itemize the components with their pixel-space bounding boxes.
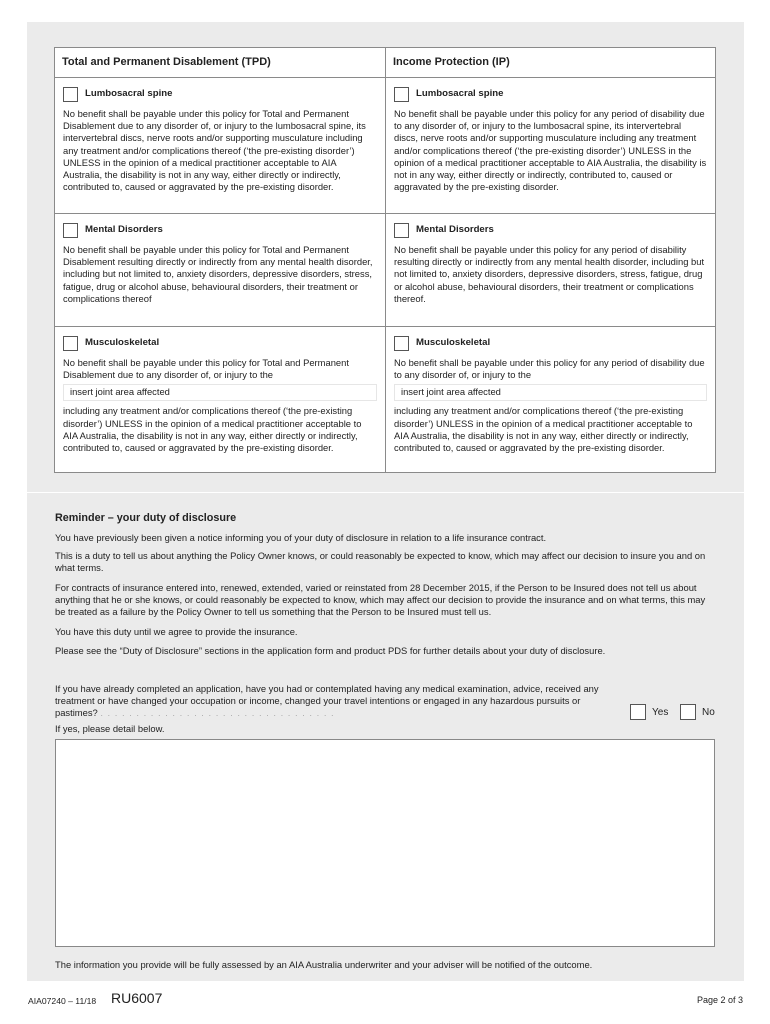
tpd-lumbosacral-checkbox[interactable] — [63, 87, 78, 102]
exclusion-text: No benefit shall be payable under this policy for any period of disability due to any disorder of, or injury to the — [394, 357, 705, 381]
checkbox-label: Musculoskeletal — [85, 337, 160, 349]
ip-mental-cell — [386, 214, 716, 327]
table-row — [55, 214, 716, 327]
exclusions-table — [54, 47, 716, 473]
ip-mental-disorders-checkbox[interactable] — [394, 223, 409, 238]
tpd-musculoskeletal-checkbox[interactable] — [63, 336, 78, 351]
exclusion-text: No benefit shall be payable under this policy for any period of disability resulting directly or indirectly from any mental health disorder, including but not limited to, anxiety disorders, depressive disorders, stress, fatigue, drug or alcohol abuse, behavioural disorders, their treatment or complications thereof. — [394, 244, 705, 304]
tpd-joint-area-field[interactable]: insert joint area affected — [63, 384, 377, 401]
no-checkbox[interactable] — [680, 704, 696, 720]
checkbox-label: Lumbosacral spine — [416, 88, 504, 100]
exclusion-text: No benefit shall be payable under this policy for Total and Permanent Disablement due to any disorder of, or injury to the — [63, 357, 349, 381]
disclosure-paragraph: You have this duty until we agree to provide the insurance. — [55, 626, 298, 637]
table-row — [55, 78, 716, 214]
disclosure-heading: Reminder – your duty of disclosure — [55, 512, 237, 524]
exclusion-text: No benefit shall be payable under this policy for Total and Permanent Disablement due to any disorder of, or injury to the lumbosacral spine, its intervertebral discs, nerve roots and/or supporting musculature including any treatment and/or complications thereof (‘the pre-existing disorder’) UNLESS in the opinion of a medical practitioner acceptable to AIA Australia, the disability is not in any way, either directly or indirectly, contributed to, caused or aggravated by the pre-existing disorder. — [63, 108, 366, 193]
yes-label: Yes — [652, 706, 669, 718]
dot-leader: . . . . . . . . . . . . . . . . . . . . . . . . . . . . . . . . . — [100, 707, 335, 718]
ip-musculoskeletal-checkbox[interactable] — [394, 336, 409, 351]
ip-lumbosacral-cell — [386, 78, 716, 214]
checkbox-label: Musculoskeletal — [416, 337, 491, 349]
exclusion-text: including any treatment and/or complications thereof (‘the pre-existing disorder’) UNLESS in the opinion of a medical practitioner acceptable to AIA Australia, the disability is not in any way, either directly or indirectly, contributed to, caused or aggravated by the pre-existing disorder. — [63, 405, 362, 454]
table-row — [55, 327, 716, 473]
tpd-mental-cell — [55, 214, 386, 327]
assessment-note: The information you provide will be fully assessed by an AIA Australia underwriter and your adviser will be notified of the outcome. — [55, 959, 593, 970]
disclosure-paragraph: For contracts of insurance entered into, renewed, extended, varied or reinstated from 28 December 2015, if the Person to be Insured does not tell us about anything that he or she knows, or could reasonably be expected to know, which may affect our decision to provide the insurance and on what terms, this may be treated as a failure by the Policy Owner to tell us something that the Person to be Insured must tell us. — [55, 582, 706, 617]
checkbox-label: Mental Disorders — [416, 224, 494, 236]
tpd-mental-disorders-checkbox[interactable] — [63, 223, 78, 238]
ip-joint-area-field[interactable]: insert joint area affected — [394, 384, 707, 401]
tpd-musculoskeletal-cell — [55, 327, 386, 473]
if-yes-instruction: If yes, please detail below. — [55, 723, 165, 734]
question-text: If you have already completed an application, have you had or contemplated having any medical examination, advice, received any treatment or have changed your occupation or income, changed your travel intentions or engaged in any hazardous pursuits or pastimes? — [55, 683, 599, 718]
exclusion-text: No benefit shall be payable under this policy for any period of disability due to any disorder of, or injury to the lumbosacral spine, its intervertebral discs, nerve roots and/or supporting musculature including any treatment and/or complications thereof (‘the pre-existing disorder’) UNLESS in the opinion of a medical practitioner acceptable to AIA Australia, the disability is not in any way, either directly or indirectly, contributed to, caused or aggravated by the pre-existing disorder. — [394, 108, 707, 193]
ip-lumbosacral-checkbox[interactable] — [394, 87, 409, 102]
disclosure-paragraph: Please see the “Duty of Disclosure” sections in the application form and product PDS for further details about your duty of disclosure. — [55, 645, 606, 656]
yes-checkbox[interactable] — [630, 704, 646, 720]
no-option — [680, 704, 715, 720]
ip-musculoskeletal-cell — [386, 327, 716, 473]
details-textarea[interactable] — [55, 739, 715, 947]
tpd-lumbosacral-cell — [55, 78, 386, 214]
checkbox-label: Mental Disorders — [85, 224, 163, 236]
exclusion-text: No benefit shall be payable under this policy for Total and Permanent Disablement resulting directly or indirectly from any mental health disorder, including but not limited to, anxiety disorders, depressive disorders, stress, fatigue, drug or alcohol abuse, behavioural disorders, their treatment or complications thereof — [63, 244, 373, 304]
ip-column-header: Income Protection (IP) — [386, 48, 716, 78]
checkbox-label: Lumbosacral spine — [85, 88, 173, 100]
exclusion-text: including any treatment and/or complications thereof (‘the pre-existing disorder’) UNLESS in the opinion of a medical practitioner acceptable to AIA Australia, the disability is not in any way, either directly or indirectly, contributed to, caused or aggravated by the pre-existing disorder. — [394, 405, 693, 454]
form-code: AIA07240 – 11/18 — [28, 996, 97, 1006]
disclosure-paragraph: This is a duty to tell us about anything the Policy Owner knows, or could reasonably be expected to know, which may affect our decision to insure you and on what terms. — [55, 550, 706, 573]
disclosure-paragraph: You have previously been given a notice informing you of your duty of disclosure in relation to a life insurance contract. — [55, 532, 547, 543]
tpd-column-header: Total and Permanent Disablement (TPD) — [55, 48, 386, 78]
page-number: Page 2 of 3 — [696, 995, 743, 1005]
no-label: No — [702, 706, 715, 718]
medical-change-question — [55, 683, 625, 719]
yes-option — [630, 704, 668, 720]
ru-code: RU6007 — [111, 990, 163, 1006]
